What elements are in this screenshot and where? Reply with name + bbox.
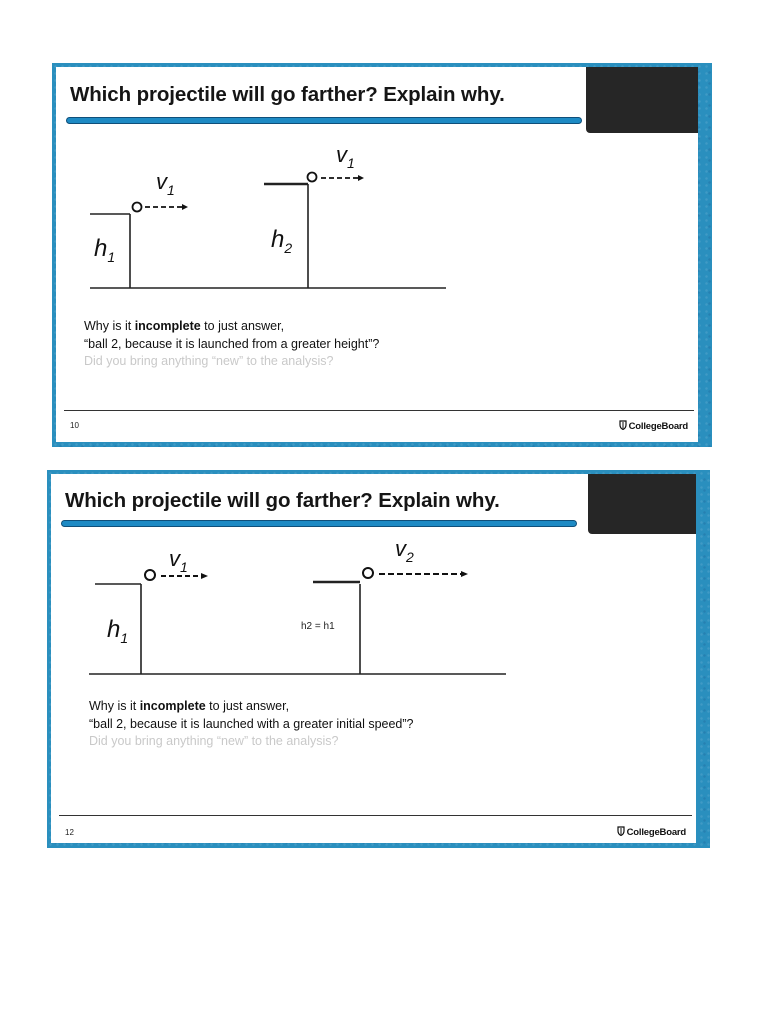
ball-2: [363, 568, 373, 578]
arrowhead-1: [201, 573, 208, 579]
svg-text:h1: [107, 616, 128, 646]
label-h2: h: [271, 226, 285, 253]
line2: “ball 2, because it is launched from a greater height”?: [84, 336, 380, 351]
line2: “ball 2, because it is launched with a greater initial speed”?: [89, 716, 414, 731]
label-h2-sub: 2: [284, 240, 293, 256]
line3-faded: Did you bring anything “new” to the analysis?: [84, 354, 334, 368]
shield-icon: [619, 420, 627, 430]
slide-12: [47, 470, 710, 848]
slide-title: Which projectile will go farther? Explain why.: [65, 489, 500, 512]
question-text: [84, 318, 379, 371]
line1-post: to just answer,: [200, 319, 285, 333]
label-v1-sub: 1: [180, 559, 188, 575]
arrowhead-2: [461, 571, 468, 577]
label-v1-right: v: [336, 142, 347, 167]
ball-1: [133, 203, 142, 212]
line3-faded: Did you bring anything “new” to the analysis?: [89, 734, 339, 748]
shield-icon: [617, 826, 625, 836]
line1-pre: Why is it: [84, 319, 135, 333]
line1-bold: incomplete: [134, 319, 201, 333]
label-v1-right-sub: 1: [347, 155, 355, 171]
page-number: 12: [65, 828, 74, 837]
logo-text: CollegeBoard: [628, 421, 688, 432]
label-v1-left: v: [156, 169, 167, 194]
label-h1: h: [94, 235, 108, 262]
collegeboard-logo: [617, 826, 686, 838]
line1-post: to just answer,: [205, 699, 290, 713]
svg-text:h2: [271, 226, 292, 256]
line1-pre: Why is it: [89, 699, 140, 713]
question-text: [89, 698, 414, 751]
collegeboard-logo: [619, 420, 688, 432]
svg-text:v2: [395, 536, 414, 565]
line1-bold: incomplete: [139, 699, 206, 713]
arrowhead-1: [182, 204, 188, 210]
svg-text:v1: [336, 142, 355, 171]
svg-text:v1: [156, 169, 175, 198]
projectile-diagram: [56, 67, 616, 307]
ball-1: [145, 570, 155, 580]
slide-title: Which projectile will go farther? Explain why.: [70, 83, 505, 106]
logo-text: CollegeBoard: [626, 827, 686, 838]
slide-body: [51, 474, 696, 843]
page-number: 10: [70, 421, 79, 430]
label-h1-sub: 1: [120, 630, 129, 646]
footer-line: [64, 410, 694, 411]
slide-body: [56, 67, 698, 442]
arrowhead-2: [358, 175, 364, 181]
footer-line: [59, 815, 692, 816]
projectile-diagram: [51, 474, 611, 714]
label-h2-equals-h1: h2 = h1: [301, 621, 335, 632]
svg-text:h1: [94, 235, 115, 265]
svg-text:v1: [169, 546, 188, 575]
label-v2-sub: 2: [406, 549, 414, 565]
label-v1-left-sub: 1: [167, 182, 175, 198]
label-h1: h: [107, 616, 121, 643]
label-v2: v: [395, 536, 406, 561]
slide-10: [52, 63, 712, 447]
label-h1-sub: 1: [107, 249, 116, 265]
label-v1: v: [169, 546, 180, 571]
ball-2: [308, 173, 317, 182]
